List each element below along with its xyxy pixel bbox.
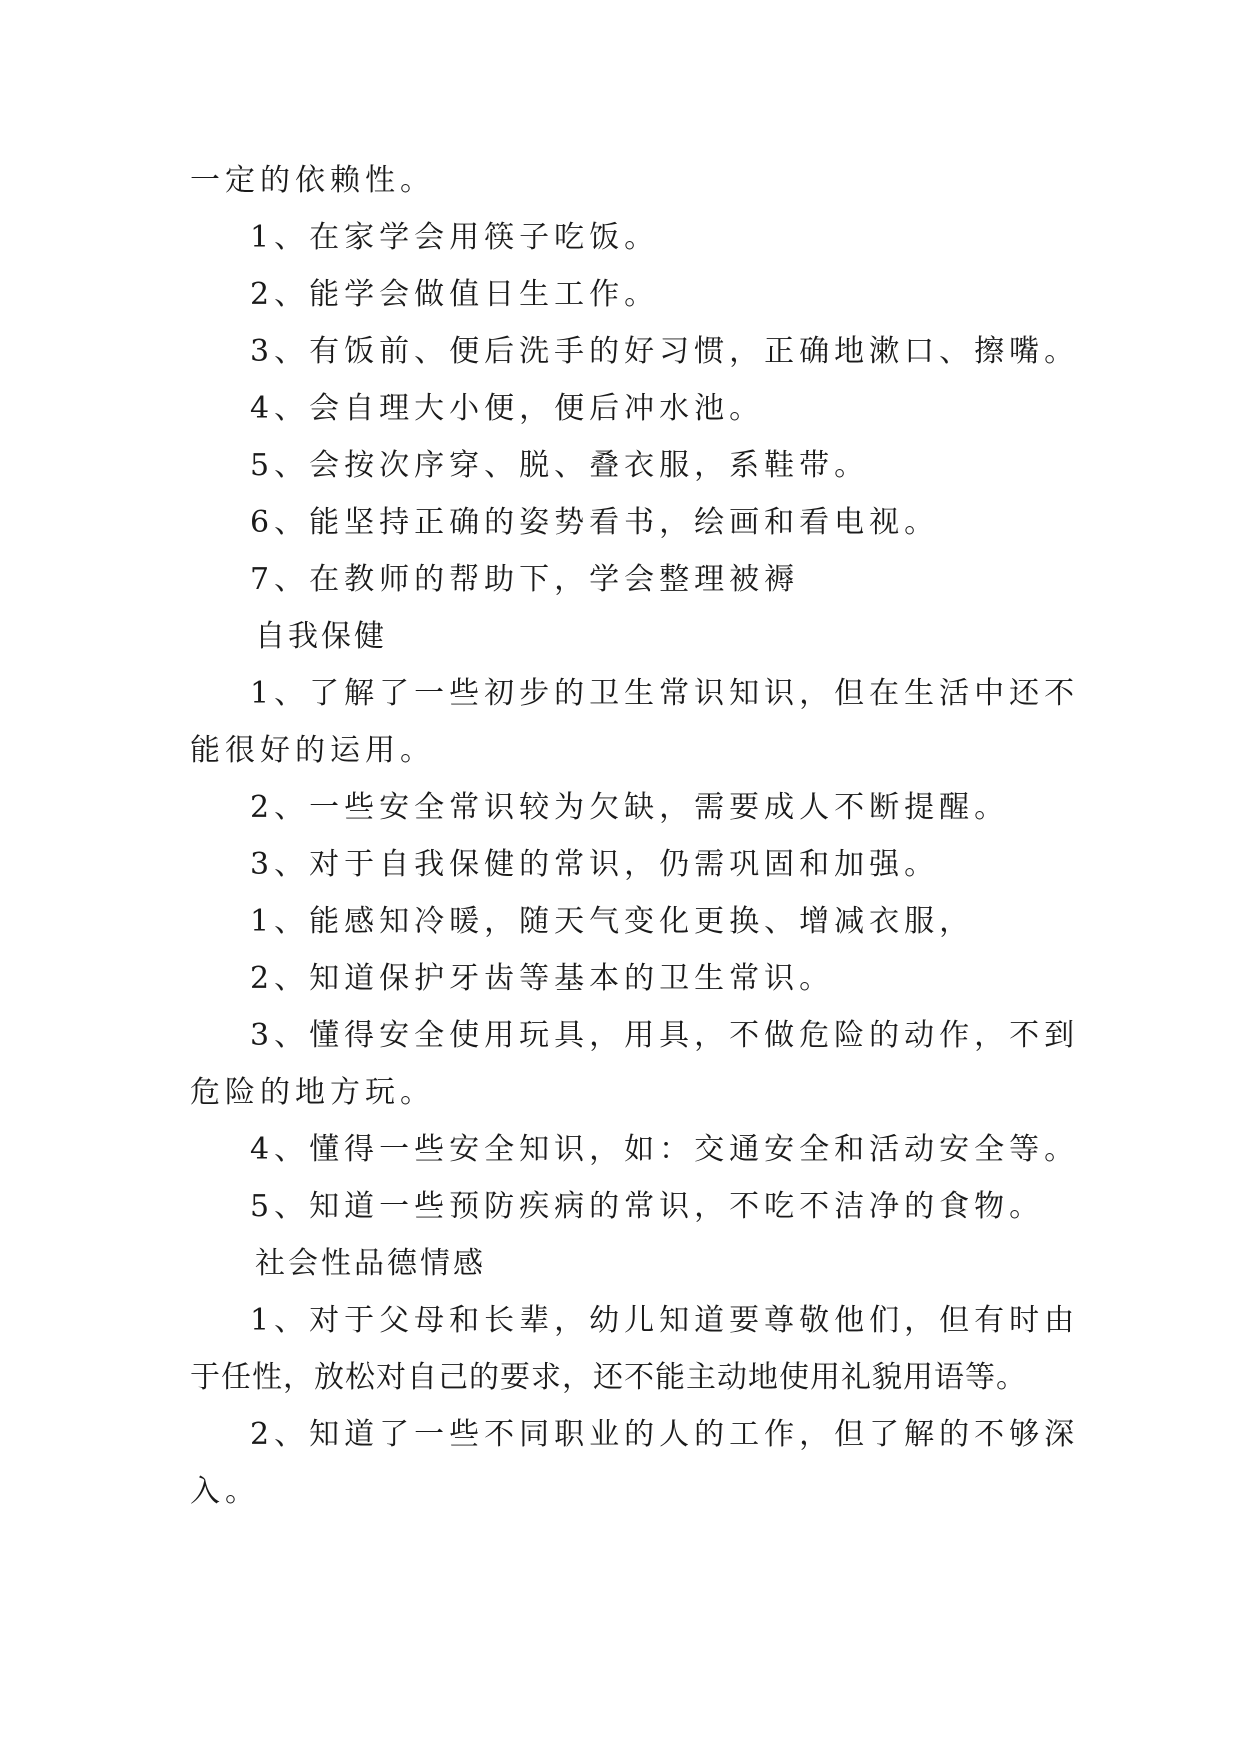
list-item: 2、能学会做值日生工作。 (250, 277, 660, 312)
list-item: 3、懂得安全使用玩具，用具，不做危险的动作，不到 (250, 1018, 1080, 1053)
list-item: 6、能坚持正确的姿势看书，绘画和看电视。 (250, 505, 940, 540)
list-item: 3、对于自我保健的常识，仍需巩固和加强。 (250, 847, 940, 882)
list-item: 4、会自理大小便，便后冲水池。 (250, 391, 765, 426)
paragraph-continuation: 一定的依赖性。 (190, 163, 435, 198)
list-item: 1、了解了一些初步的卫生常识知识，但在生活中还不 (250, 676, 1080, 711)
list-item: 1、能感知冷暖，随天气变化更换、增减衣服， (250, 904, 975, 939)
list-item: 2、知道保护牙齿等基本的卫生常识。 (250, 961, 835, 996)
section-heading: 社会性品德情感 (255, 1246, 486, 1281)
list-item-continuation: 危险的地方玩。 (190, 1075, 435, 1110)
list-item: 2、知道了一些不同职业的人的工作，但了解的不够深 (250, 1417, 1080, 1452)
section-heading: 自我保健 (255, 619, 387, 654)
list-item: 5、知道一些预防疾病的常识，不吃不洁净的食物。 (250, 1189, 1045, 1224)
list-item-continuation: 入。 (190, 1474, 260, 1509)
list-item: 5、会按次序穿、脱、叠衣服，系鞋带。 (250, 448, 870, 483)
list-item: 1、在家学会用筷子吃饭。 (250, 220, 660, 255)
list-item: 3、有饭前、便后洗手的好习惯，正确地漱口、擦嘴。 (250, 334, 1080, 369)
list-item-continuation: 能很好的运用。 (190, 733, 435, 768)
list-item: 1、对于父母和长辈，幼儿知道要尊敬他们，但有时由 (250, 1303, 1080, 1338)
list-item: 7、在教师的帮助下，学会整理被褥 (250, 562, 800, 597)
list-item: 2、一些安全常识较为欠缺，需要成人不断提醒。 (250, 790, 1010, 825)
list-item-continuation: 于任性，放松对自己的要求，还不能主动地使用礼貌用语等。 (190, 1360, 1027, 1395)
list-item: 4、懂得一些安全知识，如：交通安全和活动安全等。 (250, 1132, 1080, 1167)
